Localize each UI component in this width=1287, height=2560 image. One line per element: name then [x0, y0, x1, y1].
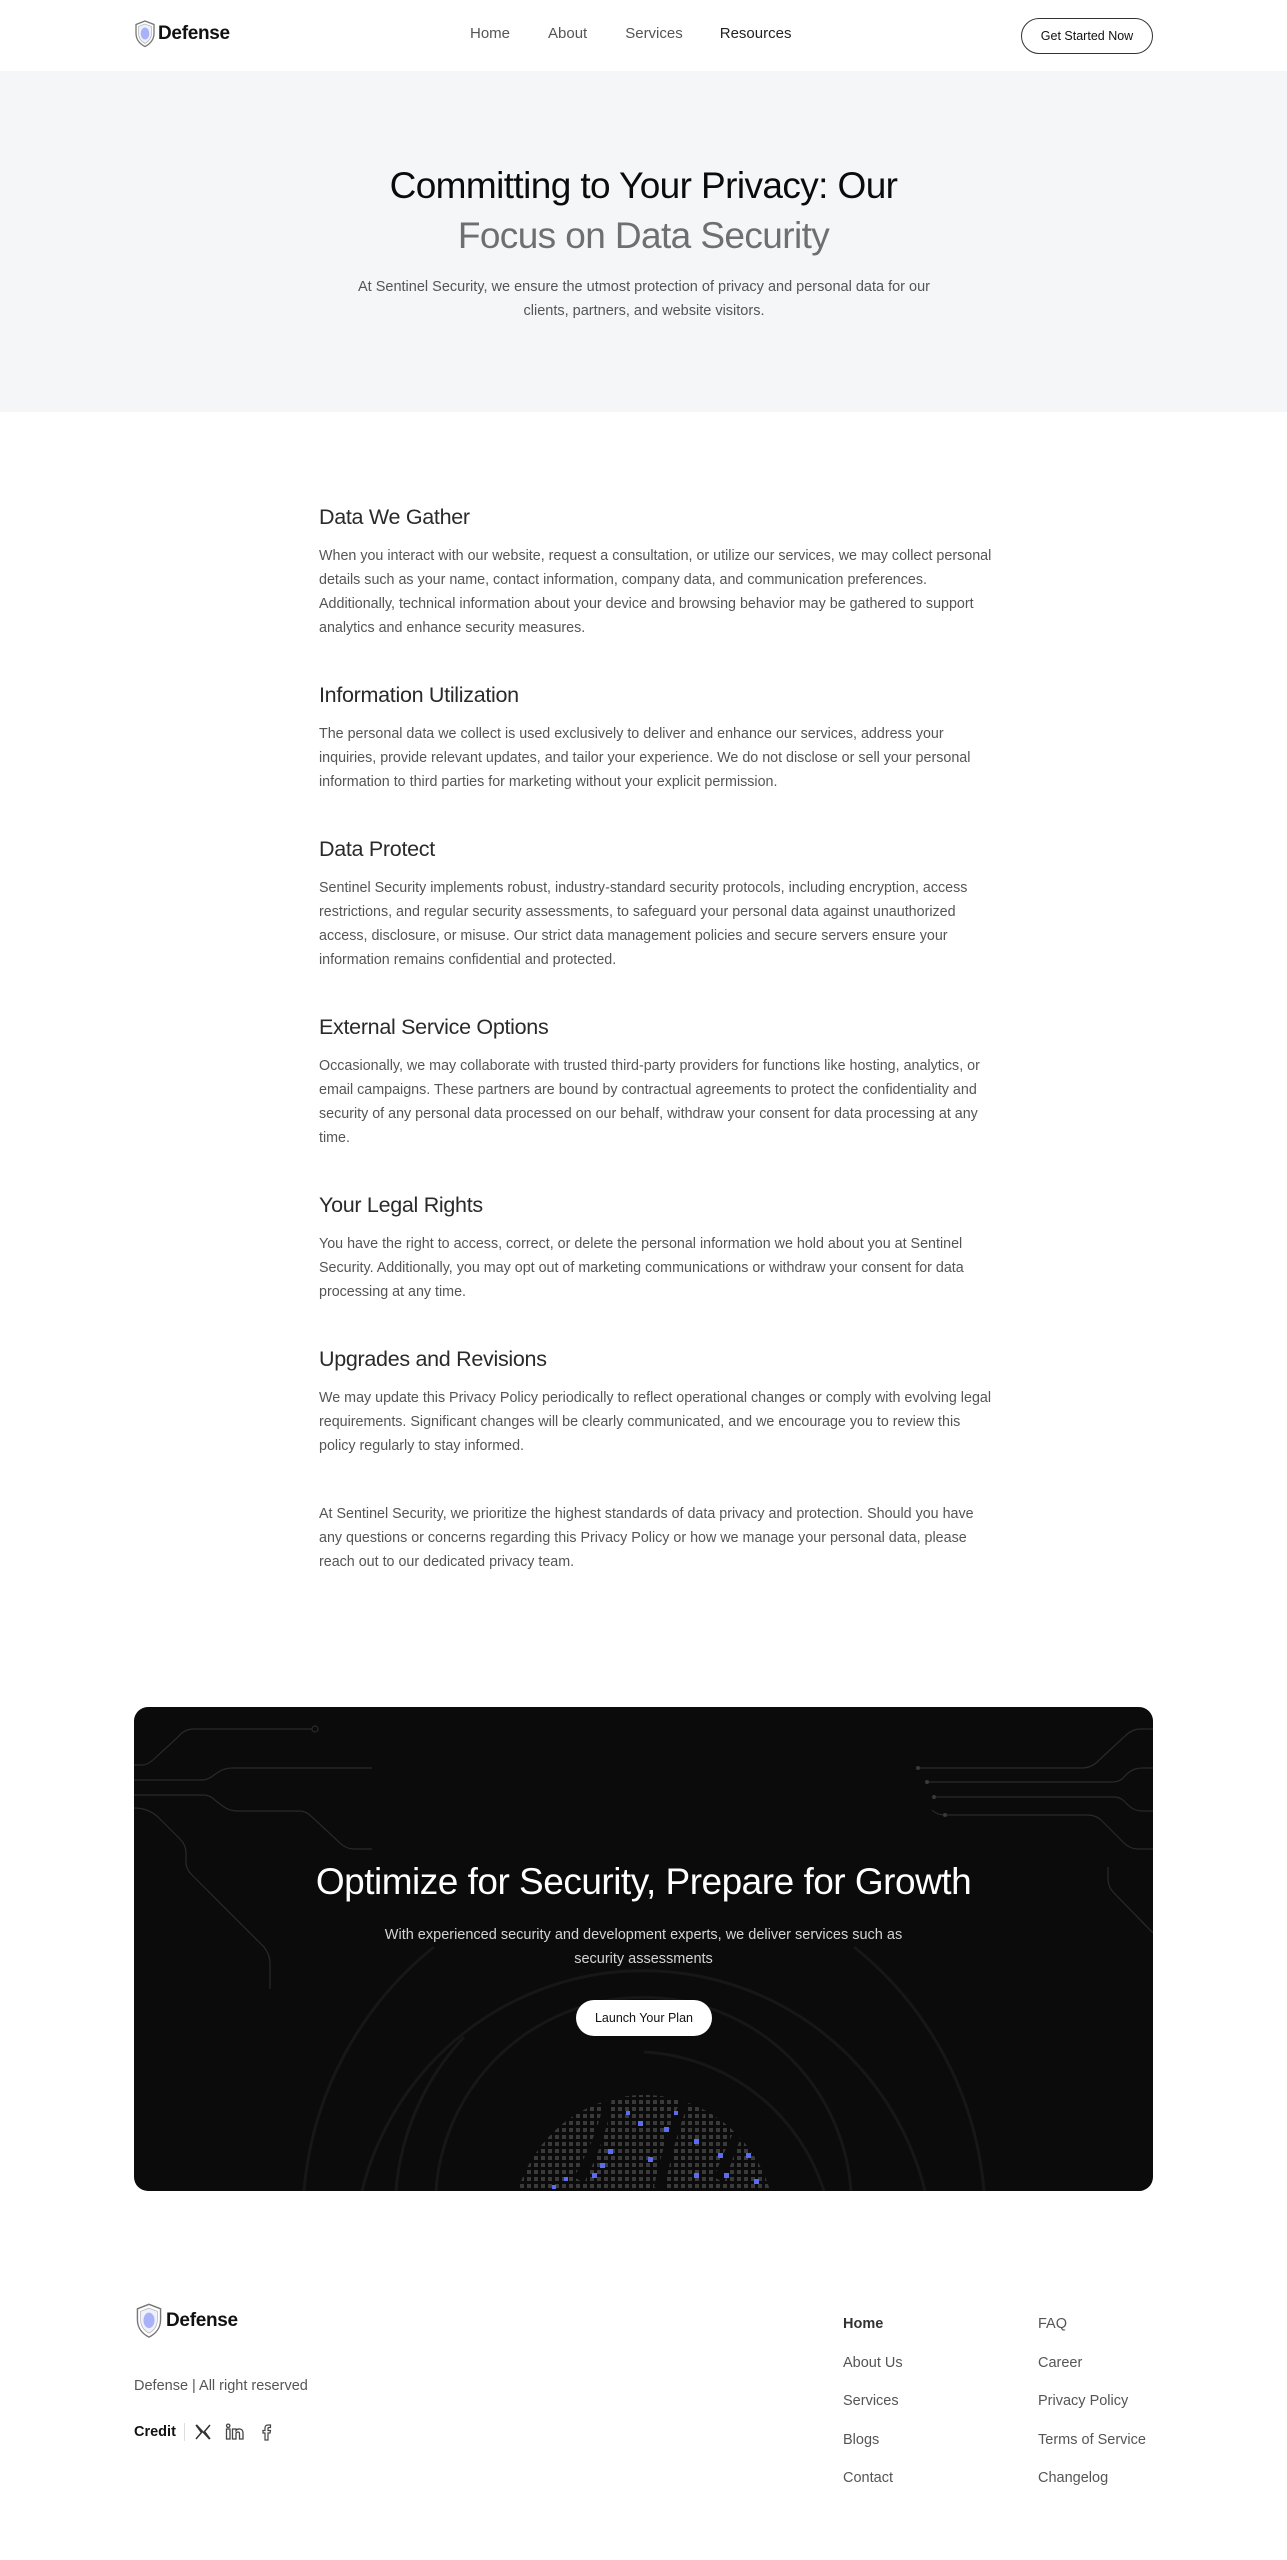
footer-link-blogs[interactable]: Blogs [843, 2431, 880, 2448]
footer-link-home[interactable]: Home [843, 2316, 884, 2332]
policy-section [319, 832, 999, 972]
title-line-1: Committing to Your Privacy: Our [389, 165, 898, 206]
shield-logo-icon [134, 20, 156, 48]
policy-content [319, 500, 999, 1574]
site-header [0, 0, 1287, 71]
cta-banner [134, 1707, 1153, 2191]
footer-link-contact[interactable]: Contact [843, 2470, 893, 2486]
copyright-text: Defense | All right reserved [134, 2378, 308, 2394]
footer-link-privacy-policy[interactable]: Privacy Policy [1038, 2393, 1129, 2409]
section-body: Sentinel Security implements robust, industry-standard security protocols, including encryption, access restrictions, and regular security assessments, to safeguard your personal data against unauthorized access, disclosure, or misuse. Our strict data management policies and secure servers ensure your information remains confidential and protected. [319, 880, 968, 968]
policy-section [319, 1010, 999, 1150]
closing-paragraph: At Sentinel Security, we prioritize the highest standards of data privacy and protection. Should you have any questions or concerns regarding this Privacy Policy or how we manage your personal data, please reach out to our dedicated privacy team. [319, 1506, 974, 1570]
social-links [134, 2422, 289, 2442]
brand-logo[interactable] [134, 20, 230, 48]
section-heading: External Service Options [319, 1015, 549, 1039]
launch-plan-button[interactable]: Launch Your Plan [576, 2000, 712, 2036]
hero-subtitle: At Sentinel Security, we ensure the utmost protection of privacy and personal data for our clients, partners, and website visitors. [358, 279, 930, 319]
section-body: We may update this Privacy Policy periodically to reflect operational changes or comply with evolving legal requirements. Significant changes will be clearly communicated, and we encourage you to review this policy regularly to stay informed. [319, 1390, 992, 1454]
section-body: When you interact with our website, request a consultation, or utilize our services, we may collect personal details such as your name, contact information, company data, and communication preferences. Additionally, technical information about your device and browsing behavior may be gathered to support analytics and enhance security measures. [319, 548, 992, 636]
x-icon[interactable] [193, 2422, 213, 2442]
policy-section [319, 500, 999, 640]
credit-link[interactable]: Credit [134, 2424, 176, 2440]
divider [184, 2423, 185, 2441]
policy-section [319, 1342, 999, 1458]
cta-subtitle: With experienced security and development experts, we deliver services such as security assessments [384, 1927, 903, 1967]
hero-section [0, 71, 1287, 412]
nav-about[interactable]: About [548, 25, 588, 42]
title-line-2: Focus on Data Security [457, 215, 830, 256]
nav-resources[interactable]: Resources [719, 25, 792, 42]
get-started-button[interactable]: Get Started Now [1021, 18, 1153, 54]
policy-section [319, 678, 999, 794]
section-body: The personal data we collect is used exclusively to deliver and enhance our services, address your inquiries, provide relevant updates, and tailor your experience. We do not disclose or sell your personal information to third parties for marketing without your explicit permission. [319, 726, 971, 790]
footer-brand-name: Defense [166, 2310, 238, 2331]
cta-title: Optimize for Security, Prepare for Growth [315, 1861, 972, 1902]
section-heading: Data Protect [319, 837, 435, 861]
footer-links-secondary [1038, 2305, 1146, 2498]
footer-link-about-us[interactable]: About Us [843, 2354, 903, 2371]
nav-home[interactable]: Home [470, 25, 511, 42]
footer-link-career[interactable]: Career [1038, 2354, 1083, 2371]
section-body: Occasionally, we may collaborate with trusted third-party providers for functions like hosting, analytics, or email campaigns. These partners are bound by contractual agreements to protect the confidentiality and security of any personal data processed on our behalf, withdraw your consent for data processing at any time. [319, 1058, 980, 1146]
policy-section [319, 1188, 999, 1304]
facebook-icon[interactable] [257, 2422, 277, 2442]
section-heading: Information Utilization [319, 683, 519, 707]
footer-brand-logo[interactable] [134, 2303, 238, 2339]
footer-link-services[interactable]: Services [843, 2393, 899, 2409]
brand-name: Defense [158, 23, 230, 44]
linkedin-icon[interactable] [225, 2422, 245, 2442]
page-title [0, 161, 1287, 261]
footer-link-terms-of-service[interactable]: Terms of Service [1038, 2431, 1146, 2448]
section-heading: Your Legal Rights [319, 1193, 483, 1217]
main-nav [470, 25, 791, 42]
footer-links-primary [843, 2305, 903, 2498]
nav-services[interactable]: Services [625, 25, 683, 42]
section-heading: Upgrades and Revisions [319, 1347, 547, 1371]
footer-link-changelog[interactable]: Changelog [1038, 2470, 1109, 2486]
footer-link-faq[interactable]: FAQ [1038, 2316, 1068, 2332]
section-body: You have the right to access, correct, or delete the personal information we hold about you at Sentinel Security. Additionally, you may opt out of marketing communications or withdraw your consent for data processing at any time. [319, 1236, 964, 1300]
section-heading: Data We Gather [319, 505, 470, 529]
shield-logo-icon [134, 2303, 164, 2339]
